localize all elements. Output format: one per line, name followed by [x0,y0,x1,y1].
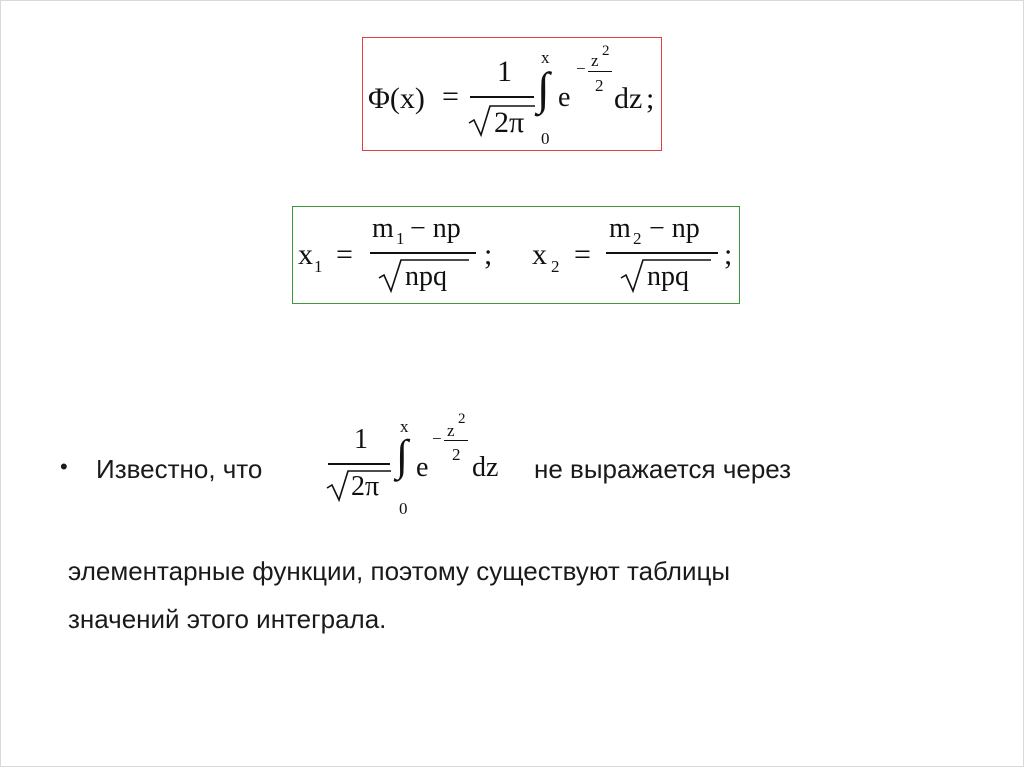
x2-numerator-subscript: 2 [633,229,642,248]
phi-exp-fraction-bar [588,71,612,72]
x2-numerator-rest: − np [649,213,700,244]
inline-integral-sign: ∫ [396,431,409,480]
phi-exp-denominator: 2 [595,76,604,95]
x1-numerator-rest: − np [410,213,461,244]
x1-denominator: npq [405,261,447,292]
x2-terminator: ; [724,238,733,271]
inline-exp-power: 2 [458,411,466,427]
inline-exp-z: z [447,421,455,440]
x1-terminator: ; [484,238,493,271]
inline-exp-base: e [416,452,429,483]
inline-exp-denominator: 2 [452,445,461,464]
phi-equals-sign: = [442,80,459,113]
bullet-line-2: элементарные функции, поэтому существуют таблицы [68,556,731,586]
phi-fraction-bar [470,96,534,98]
phi-exp-z: z [591,51,599,70]
inline-exp-fraction-bar [444,440,468,441]
inline-upper-limit: x [400,417,409,436]
phi-exp-base: e [558,82,571,113]
phi-lhs: Φ(x) [368,82,425,115]
x1-subscript: 1 [314,257,323,276]
phi-exp-power: 2 [602,43,610,59]
bullet-text-before: Известно, что [96,454,263,484]
phi-differential: dz [614,82,643,115]
inline-numerator: 1 [354,424,368,455]
x2-denominator: npq [647,261,689,292]
phi-upper-limit: x [541,48,550,67]
inline-exp-minus: − [432,429,442,448]
phi-integral-sign: ∫ [537,63,550,114]
inline-fraction-bar [328,463,390,465]
x1-numerator-subscript: 1 [396,229,405,248]
phi-numerator: 1 [497,55,512,88]
x2-numerator-m: m [609,213,631,244]
x2-variable: x [532,238,547,271]
x1-variable: x [298,238,313,271]
bullet-line-3: значений этого интеграла. [68,604,387,634]
x1-fraction-bar [370,252,476,254]
x2-subscript: 2 [551,257,560,276]
x2-fraction-bar [606,252,718,254]
phi-lower-limit: 0 [541,129,550,148]
phi-terminator: ; [646,82,655,115]
x1-numerator-m: m [372,213,394,244]
bullet-marker: • [60,454,68,479]
phi-denominator: 2π [494,106,525,139]
x1-equals-sign: = [336,238,353,271]
phi-exp-minus: − [576,59,586,78]
inline-differential: dz [472,452,499,483]
inline-lower-limit: 0 [399,499,408,518]
x2-equals-sign: = [574,238,591,271]
bullet-text-after: не выражается через [534,454,792,484]
inline-denominator: 2π [351,471,380,502]
